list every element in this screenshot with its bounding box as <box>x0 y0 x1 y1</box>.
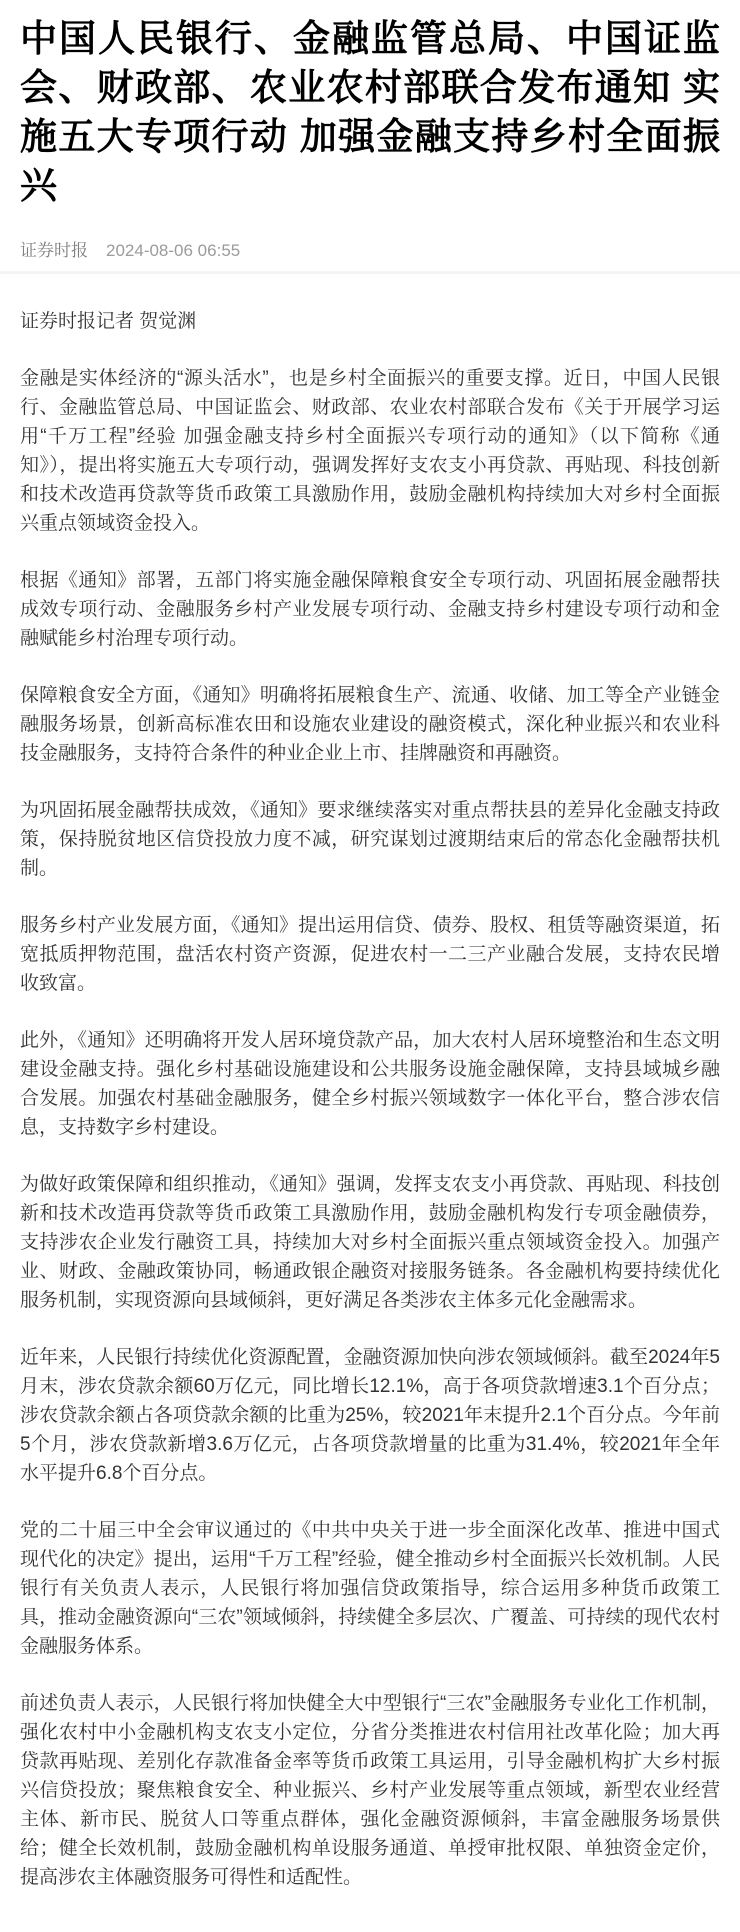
article-paragraph: 此外，《通知》还明确将开发人居环境贷款产品，加大农村人居环境整治和生态文明建设金融支持。强化乡村基础设施建设和公共服务设施金融保障，支持县域城乡融合发展。加强农村基础金融服务，健全乡村振兴领域数字一体化平台，整合涉农信息，支持数字乡村建设。 <box>20 1030 720 1138</box>
article-paragraph: 为做好政策保障和组织推动，《通知》强调，发挥支农支小再贷款、再贴现、科技创新和技术改造再贷款等货币政策工具激励作用，鼓励金融机构发行专项金融债券，支持涉农企业发行融资工具，持续加大对乡村全面振兴重点领域资金投入。加强产业、财政、金融政策协同，畅通政银企融资对接服务链条。各金融机构要持续优化服务机制，实现资源向县域倾斜，更好满足各类涉农主体多元化金融需求。 <box>20 1174 720 1311</box>
article-paragraph: 金融是实体经济的“源头活水”，也是乡村全面振兴的重要支撑。近日，中国人民银行、金融监管总局、中国证监会、财政部、农业农村部联合发布《关于开展学习运用“千万工程”经验 加强金融支持乡村全面振兴专项行动的通知》（以下简称《通知》），提出将实施五大专项行动，强调发挥好支农支小再贷款、再贴现、科技创新和技术改造再贷款等货币政策工具激励作用，鼓励金融机构持续加大对乡村全面振兴重点领域资金投入。 <box>20 368 720 534</box>
byline: 证券时报记者 贺觉渊 <box>20 311 197 332</box>
article-paragraph: 为巩固拓展金融帮扶成效，《通知》要求继续落实对重点帮扶县的差异化金融支持政策，保持脱贫地区信贷投放力度不减，研究谋划过渡期结束后的常态化金融帮扶机制。 <box>20 800 720 879</box>
article-paragraph: 根据《通知》部署，五部门将实施金融保障粮食安全专项行动、巩固拓展金融帮扶成效专项行动、金融服务乡村产业发展专项行动、金融支持乡村建设专项行动和金融赋能乡村治理专项行动。 <box>20 570 720 649</box>
article-paragraph: 前述负责人表示，人民银行将加快健全大中型银行“三农”金融服务专业化工作机制，强化农村中小金融机构支农支小定位，分省分类推进农村信用社改革化险；加大再贷款再贴现、差别化存款准备金率等货币政策工具运用，引导金融机构扩大乡村振兴信贷投放；聚焦粮食安全、种业振兴、乡村产业发展等重点领域，新型农业经营主体、新市民、脱贫人口等重点群体，强化金融资源倾斜，丰富金融服务场景供给；健全长效机制，鼓励金融机构单设服务通道、单授审批权限、单独资金定价，提高涉农主体融资服务可得性和适配性。 <box>20 1693 720 1888</box>
meta-divider <box>0 271 740 274</box>
article-paragraph: 服务乡村产业发展方面，《通知》提出运用信贷、债券、股权、租赁等融资渠道，拓宽抵质押物范围，盘活农村资产资源，促进农村一二三产业融合发展，支持农民增收致富。 <box>20 915 720 994</box>
article-page <box>0 14 740 1932</box>
article-paragraph: 近年来，人民银行持续优化资源配置，金融资源加快向涉农领域倾斜。截至2024年5月末，涉农贷款余额60万亿元，同比增长12.1%，高于各项贷款增速3.1个百分点；涉农贷款余额占各项贷款余额的比重为25%，较2021年末提升2.1个百分点。今年前5个月，涉农贷款新增3.6万亿元，占各项贷款增量的比重为31.4%，较2021年全年水平提升6.8个百分点。 <box>20 1347 720 1484</box>
source-name: 证券时报 <box>20 241 88 260</box>
article-title: 中国人民银行、金融监管总局、中国证监会、财政部、农业农村部联合发布通知 实施五大专项行动 加强金融支持乡村全面振兴 <box>20 18 720 206</box>
article-meta <box>20 240 720 262</box>
article-body <box>20 364 720 1892</box>
article-paragraph: 党的二十届三中全会审议通过的《中共中央关于进一步全面深化改革、推进中国式现代化的决定》提出，运用“千万工程”经验，健全推动乡村全面振兴长效机制。人民银行有关负责人表示，人民银行将加强信贷政策指导，综合运用多种货币政策工具，推动金融资源向“三农”领域倾斜，持续健全多层次、广覆盖、可持续的现代农村金融服务体系。 <box>20 1520 720 1657</box>
article-paragraph: 保障粮食安全方面，《通知》明确将拓展粮食生产、流通、收储、加工等全产业链金融服务场景，创新高标准农田和设施农业建设的融资模式，深化种业振兴和农业科技金融服务，支持符合条件的种业企业上市、挂牌融资和再融资。 <box>20 685 720 764</box>
publish-time: 2024-08-06 06:55 <box>106 241 241 260</box>
